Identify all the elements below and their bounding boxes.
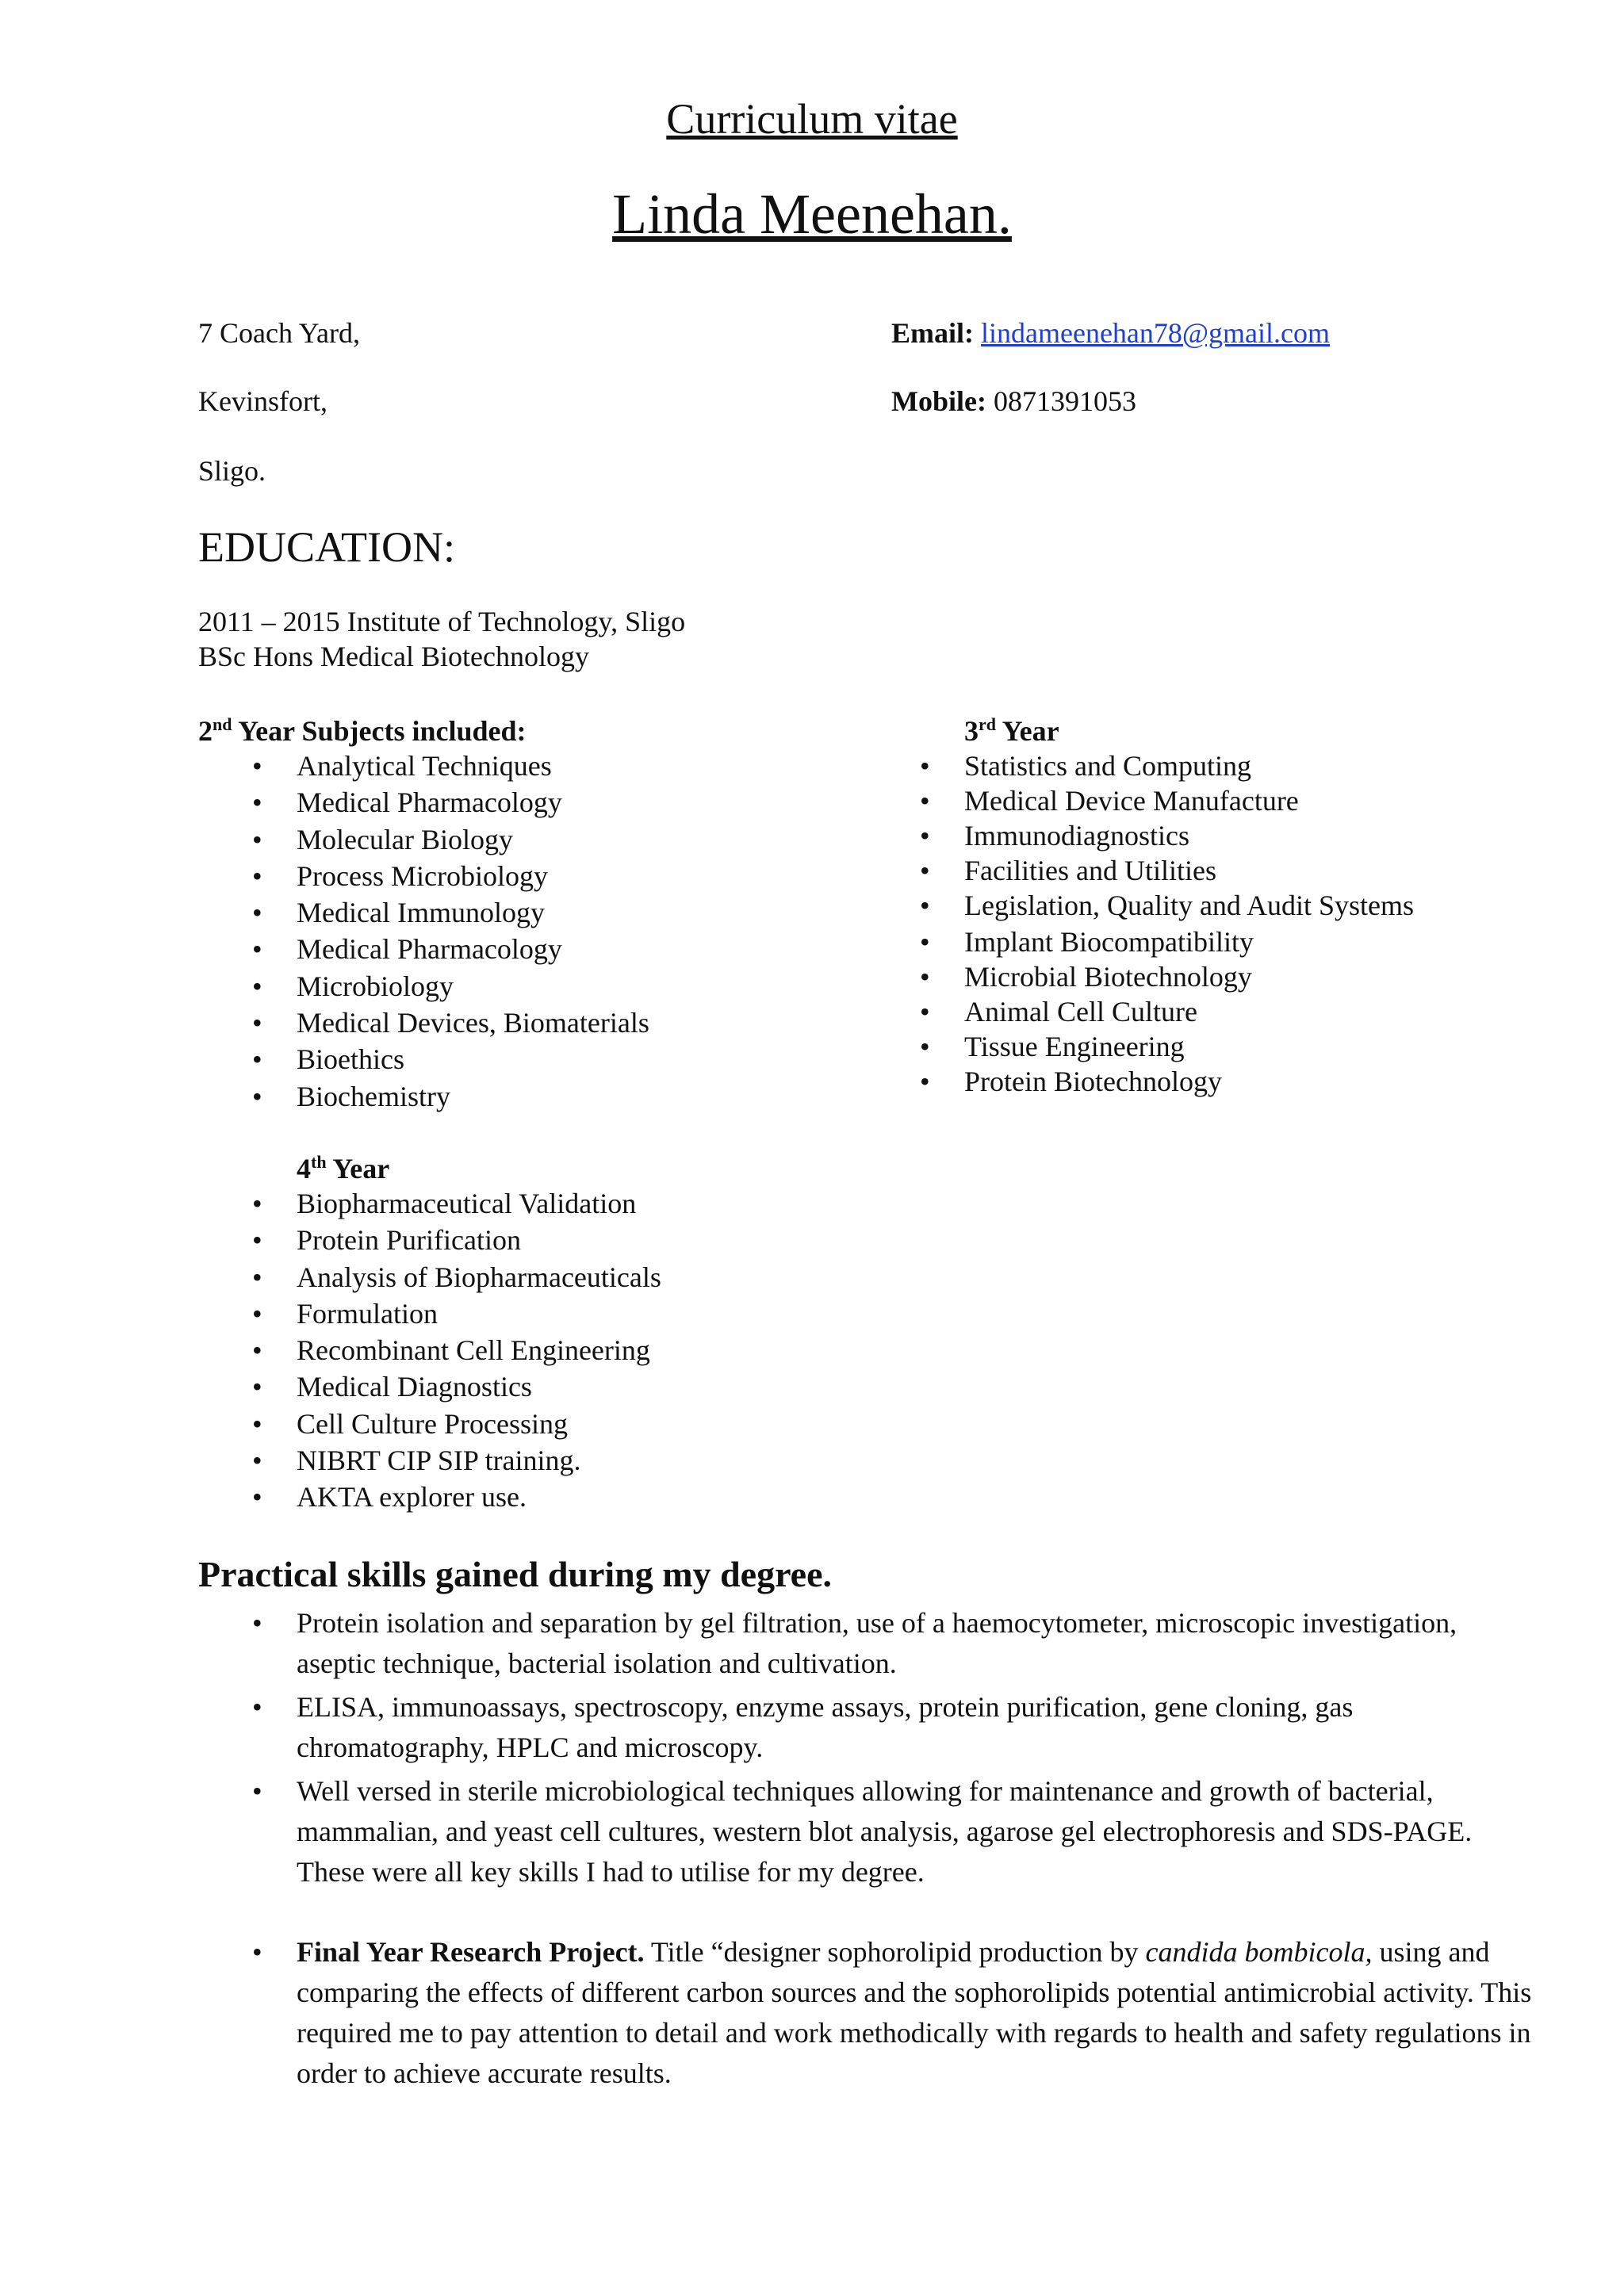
- practical-skills-heading: Practical skills gained during my degree.: [198, 1554, 833, 1594]
- year2-subject-item: • Medical Pharmacology: [297, 932, 741, 968]
- year4-subject-item: • Biopharmaceutical Validation: [297, 1186, 852, 1223]
- year2-subject-item: • Microbiology: [297, 969, 741, 1005]
- address-line-3: Sligo.: [198, 455, 266, 487]
- year4-subject-item: • Protein Purification: [297, 1223, 852, 1259]
- address-line-2: Kevinsfort,: [198, 385, 327, 417]
- organism-name: candida bombicola,: [1145, 1936, 1373, 1968]
- year2-subject-item: • Medical Immunology: [297, 895, 741, 932]
- year4-subject-item: • Analysis of Biopharmaceuticals: [297, 1260, 852, 1296]
- year2-subject-item: • Process Microbiology: [297, 859, 741, 895]
- practical-skill-item: • Protein isolation and separation by gel filtration, use of a haemocytometer, microscopic investigation, aseptic technique, bacterial isolation and cultivation.: [297, 1603, 1534, 1684]
- year2-heading: 2nd Year Subjects included:: [198, 714, 527, 747]
- year4-heading: 4th Year: [297, 1152, 390, 1184]
- practical-skill-item: • ELISA, immunoassays, spectroscopy, enzyme assays, protein purification, gene cloning, gas chromatography, HPLC and microscopy.: [297, 1687, 1534, 1768]
- year2-subject-item: • Analytical Techniques: [297, 748, 741, 785]
- year3-subject-item: • Protein Biotechnology: [964, 1064, 1435, 1099]
- year4-subject-list: [297, 1186, 852, 1517]
- research-project-label: Final Year Research Project.: [297, 1936, 645, 1968]
- year3-subject-item: • Medical Device Manufacture: [964, 783, 1435, 818]
- year3-subject-item: • Facilities and Utilities: [964, 853, 1435, 888]
- year2-subject-item: • Medical Devices, Biomaterials: [297, 1005, 741, 1042]
- year3-heading: 3rd Year: [964, 714, 1059, 747]
- mobile-label: Mobile:: [891, 385, 986, 417]
- year4-subject-item: • AKTA explorer use.: [297, 1479, 852, 1516]
- year4-subject-item: • Medical Diagnostics: [297, 1369, 852, 1406]
- year4-subject-item: • Formulation: [297, 1296, 852, 1333]
- email-label: Email:: [891, 317, 974, 349]
- education-degree: BSc Hons Medical Biotechnology: [198, 641, 589, 672]
- mobile-number: 0871391053: [993, 385, 1136, 417]
- candidate-name: Linda Meenehan.: [612, 182, 1012, 246]
- year3-subject-item: • Statistics and Computing: [964, 748, 1435, 783]
- year4-subject-item: • Recombinant Cell Engineering: [297, 1333, 852, 1369]
- email-link[interactable]: lindameenehan78@gmail.com: [981, 317, 1331, 349]
- year3-subject-item: • Tissue Engineering: [964, 1029, 1435, 1064]
- email-row: [891, 316, 1330, 350]
- year3-subject-item: • Microbial Biotechnology: [964, 959, 1435, 994]
- year2-subject-item: • Biochemistry: [297, 1079, 741, 1115]
- address-line-1: 7 Coach Yard,: [198, 317, 360, 349]
- research-project-item: • Final Year Research Project. Title “designer sophorolipid production by candida bombicola, using and comparing the effects of different carbon sources and the sophorolipids potential antimicrobial activity. This required me to pay attention to detail and work methodically with regards to health and safety regulations in order to achieve accurate results.: [297, 1932, 1534, 2094]
- practical-skills-list: [297, 1603, 1534, 2097]
- year2-subject-list: [297, 748, 741, 1115]
- year3-subject-item: • Animal Cell Culture: [964, 994, 1435, 1029]
- year2-subject-item: • Molecular Biology: [297, 822, 741, 859]
- year3-subject-list: [964, 748, 1435, 1099]
- year4-subject-item: • Cell Culture Processing: [297, 1406, 852, 1443]
- education-heading: EDUCATION:: [198, 523, 455, 571]
- year4-subject-item: • NIBRT CIP SIP training.: [297, 1443, 852, 1479]
- year3-subject-item: • Legislation, Quality and Audit Systems: [964, 888, 1435, 923]
- document-title: Curriculum vitae: [666, 95, 958, 143]
- year3-subject-item: • Immunodiagnostics: [964, 818, 1435, 853]
- education-institution: 2011 – 2015 Institute of Technology, Sligo: [198, 606, 686, 637]
- practical-skill-item: • Well versed in sterile microbiological techniques allowing for maintenance and growth of bacterial, mammalian, and yeast cell cultures, western blot analysis, agarose gel electrophoresis and SDS-PAGE. These were all key skills I had to utilise for my degree.: [297, 1771, 1534, 1892]
- year2-subject-item: • Medical Pharmacology: [297, 785, 741, 821]
- mobile-row: [891, 384, 1136, 419]
- year3-subject-item: • Implant Biocompatibility: [964, 924, 1435, 959]
- year2-subject-item: • Bioethics: [297, 1042, 741, 1078]
